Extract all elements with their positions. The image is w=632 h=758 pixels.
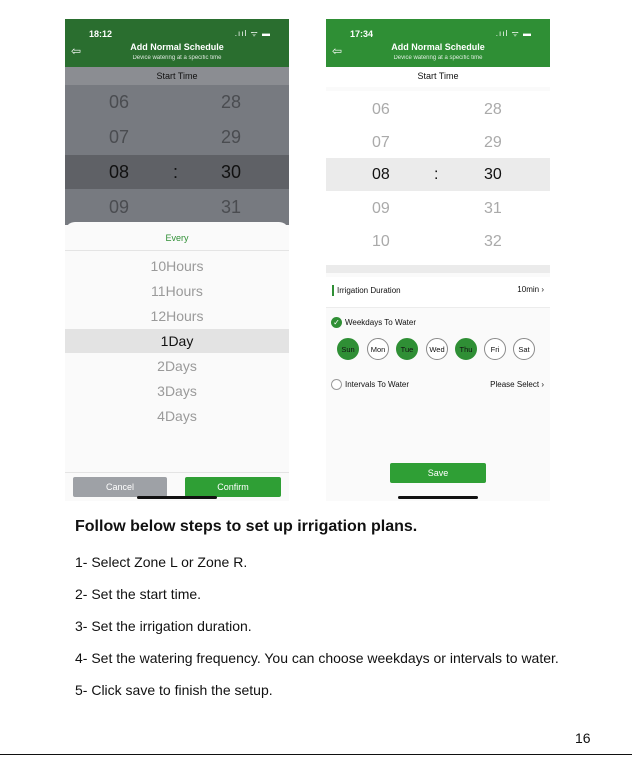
weekdays-label: Weekdays To Water <box>345 318 416 327</box>
picker-row[interactable] <box>65 85 289 119</box>
day-thu-button[interactable]: Thu <box>455 338 477 360</box>
screen-title: Add Normal Schedule <box>391 42 485 52</box>
picker-row[interactable] <box>326 93 550 126</box>
frequency-option[interactable]: 12Hours <box>150 308 204 324</box>
frequency-option[interactable]: 2Days <box>157 358 197 374</box>
confirm-button[interactable]: Confirm <box>185 477 281 497</box>
save-button[interactable]: Save <box>390 463 486 483</box>
hour-value: 07 <box>109 127 130 147</box>
chevron-right-icon: › <box>541 285 544 294</box>
step-3: 3- Set the irrigation duration. <box>75 618 252 634</box>
frequency-bottom-sheet <box>65 222 289 501</box>
picker-row[interactable] <box>326 192 550 225</box>
home-indicator <box>398 496 478 499</box>
frequency-option[interactable]: 3Days <box>157 383 197 399</box>
minute-value: 28 <box>221 92 242 112</box>
start-time-label: Start Time <box>156 71 198 81</box>
minute-value: 29 <box>484 134 502 151</box>
irrigation-duration-row[interactable] <box>326 277 550 308</box>
picker-row[interactable] <box>65 190 289 224</box>
right-header <box>326 19 550 67</box>
right-phone-screenshot <box>326 19 550 501</box>
hour-value: 08 <box>109 162 130 182</box>
minute-value: 32 <box>484 233 502 250</box>
irrigation-duration-value: 10min › <box>517 285 544 294</box>
day-mon-button[interactable]: Mon <box>367 338 389 360</box>
screen-subtitle: Device watering at a specific time <box>393 55 483 61</box>
minute-value: 31 <box>484 200 502 217</box>
time-picker[interactable] <box>65 85 289 225</box>
hour-value: 08 <box>372 166 390 183</box>
hour-value: 07 <box>372 134 390 151</box>
irrigation-duration-label: Irrigation Duration <box>337 286 401 295</box>
frequency-option-selected[interactable]: 1Day <box>65 329 289 353</box>
chevron-right-icon: › <box>541 380 544 389</box>
radio-icon[interactable] <box>331 379 342 390</box>
day-sat-button[interactable]: Sat <box>513 338 535 360</box>
status-time: 18:12 <box>89 29 113 39</box>
day-wed-button[interactable]: Wed <box>426 338 448 360</box>
day-tue-button[interactable]: Tue <box>396 338 418 360</box>
picker-row[interactable] <box>326 225 550 258</box>
screen-title: Add Normal Schedule <box>130 42 224 52</box>
home-indicator <box>137 496 217 499</box>
minute-value: 31 <box>221 197 242 217</box>
picker-row[interactable] <box>65 120 289 154</box>
step-1: 1- Select Zone L or Zone R. <box>75 554 248 570</box>
checkmark-icon[interactable]: ✓ <box>331 317 342 328</box>
left-phone-screenshot <box>65 19 289 501</box>
hour-value: 06 <box>372 101 390 118</box>
minute-value: 30 <box>221 162 242 182</box>
minute-value: 29 <box>221 127 242 147</box>
day-sun-button[interactable]: Sun <box>337 338 359 360</box>
hour-value: 10 <box>372 233 390 250</box>
time-separator: : <box>173 162 179 182</box>
hour-value: 06 <box>109 92 130 112</box>
footer-rule <box>0 754 632 755</box>
frequency-option[interactable]: 11Hours <box>151 283 203 299</box>
time-separator: : <box>434 166 439 183</box>
page-number: 16 <box>575 730 591 746</box>
intervals-value: Please Select › <box>490 380 544 389</box>
picker-row-selected[interactable] <box>65 155 289 189</box>
status-time: 17:34 <box>350 29 374 39</box>
step-4: 4- Set the watering frequency. You can choose weekdays or intervals to water. <box>75 650 559 666</box>
status-icons: .ııl ᯤ ▬ <box>495 29 532 38</box>
time-picker[interactable] <box>326 91 550 266</box>
instructions-heading: Follow below steps to set up irrigation plans. <box>75 518 418 535</box>
minute-value: 28 <box>484 101 502 118</box>
accent-bar <box>332 285 334 296</box>
screen-subtitle: Device watering at a specific time <box>132 55 222 61</box>
back-arrow-icon[interactable]: ⇦ <box>332 44 343 58</box>
step-5: 5- Click save to finish the setup. <box>75 682 273 698</box>
picker-row[interactable] <box>326 126 550 159</box>
frequency-option[interactable]: 4Days <box>157 408 197 424</box>
intervals-label: Intervals To Water <box>345 380 410 389</box>
left-header <box>65 19 289 67</box>
start-time-label: Start Time <box>326 67 550 87</box>
status-icons: .ııl ᯤ ▬ <box>234 29 271 38</box>
cancel-button[interactable]: Cancel <box>73 477 167 497</box>
back-arrow-icon[interactable]: ⇦ <box>71 44 82 58</box>
section-divider <box>326 265 550 273</box>
day-fri-button[interactable]: Fri <box>484 338 506 360</box>
sheet-title: Every <box>165 233 189 243</box>
picker-row-selected[interactable] <box>326 158 550 191</box>
divider <box>65 250 289 251</box>
hour-value: 09 <box>372 200 390 217</box>
frequency-option[interactable]: 10Hours <box>150 258 204 274</box>
divider <box>65 472 289 473</box>
hour-value: 09 <box>109 197 130 217</box>
step-2: 2- Set the start time. <box>75 586 202 602</box>
minute-value: 30 <box>484 166 502 183</box>
day-selector <box>335 338 550 364</box>
intervals-row[interactable] <box>326 377 550 395</box>
